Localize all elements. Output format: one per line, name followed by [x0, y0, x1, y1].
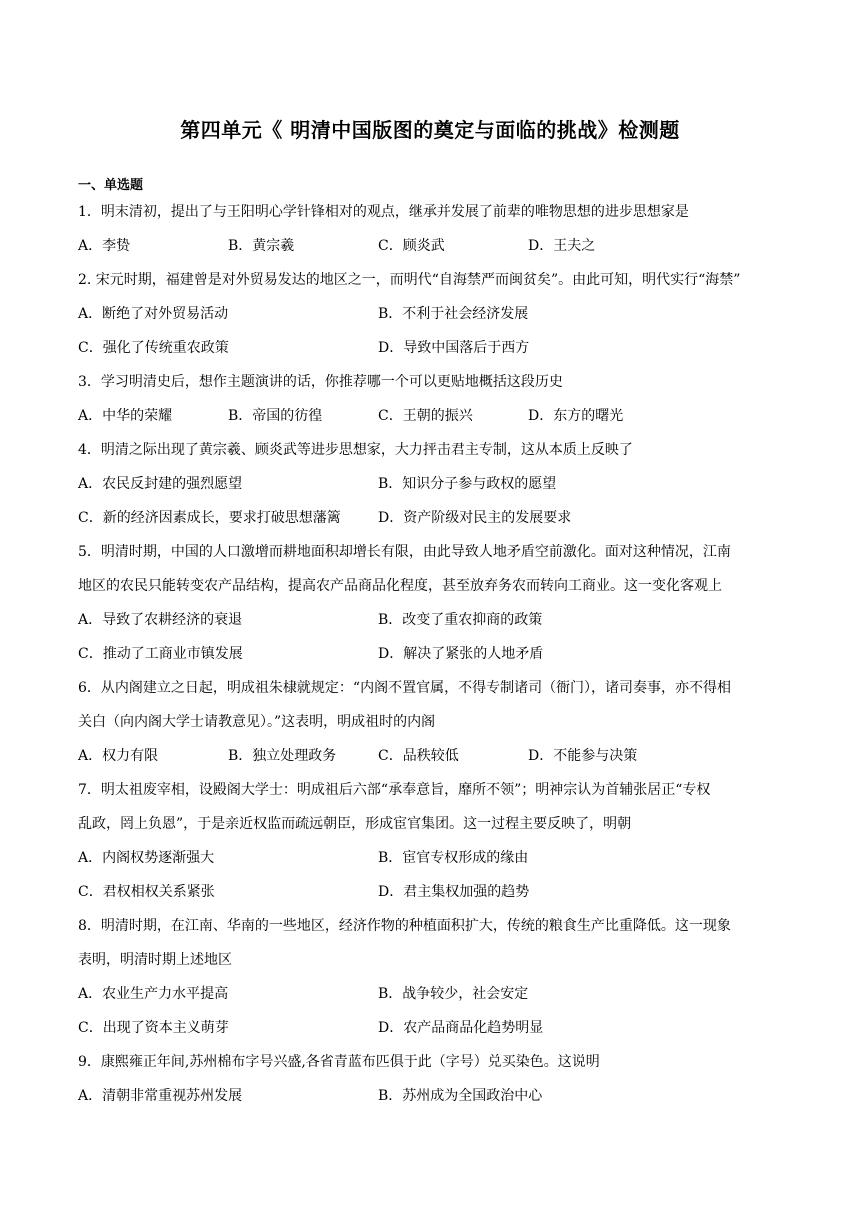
- question-3-option-a: A．中华的荣耀: [78, 408, 173, 424]
- question-3-option-b: B．帝国的彷徨: [228, 408, 323, 424]
- question-5-stem-line-1: 5．明清时期，中国的人口激增而耕地面积却增长有限，由此导致人地矛盾空前激化。面对这种情况，江南: [78, 544, 731, 560]
- question-8-stem-line-2: 表明，明清时期上述地区: [78, 952, 232, 968]
- question-7-option-d: D．君主集权加强的趋势: [378, 884, 530, 900]
- question-6-stem-line-2: 关白（向内阁大学士请教意见）。”这表明，明成祖时的内阁: [78, 714, 436, 730]
- question-7-stem-line-1: 7．明太祖废宰相，设殿阁大学士：明成祖后六部“承奉意旨，靡所不领”；明神宗认为首辅张居正“专权: [78, 782, 711, 798]
- question-2-option-b: B．不利于社会经济发展: [378, 306, 529, 322]
- question-1-option-a: A．李贽: [78, 238, 131, 254]
- question-5-option-c: C．推动了工商业市镇发展: [78, 646, 243, 662]
- question-4-option-c: C．新的经济因素成长，要求打破思想藩篱: [78, 510, 341, 526]
- question-6-stem-line-1: 6．从内阁建立之日起，明成祖朱棣就规定：“内阁不置官属，不得专制诸司（衙门），诸司奏事，亦不得相: [78, 680, 732, 696]
- question-2-option-a: A．断绝了对外贸易活动: [78, 306, 229, 322]
- question-5-options-row-1: [78, 603, 786, 637]
- question-1-option-d: D．王夫之: [528, 238, 596, 254]
- section-heading: 一、单选题: [78, 178, 144, 193]
- question-8-option-d: D．农产品商品化趋势明显: [378, 1020, 544, 1036]
- question-3-stem-line-1: 3．学习明清史后，想作主题演讲的话，你推荐哪一个可以更贴地概括这段历史: [78, 374, 563, 390]
- question-8-option-a: A．农业生产力水平提高: [78, 986, 229, 1002]
- question-7-stem-line-2: 乱政，罔上负恩”，于是亲近权监而疏远朝臣，形成宦官集团。这一过程主要反映了，明朝: [78, 816, 632, 832]
- question-1-option-b: B．黄宗羲: [228, 238, 295, 254]
- question-2-option-c: C．强化了传统重农政策: [78, 340, 229, 356]
- question-9-option-a: A．清朝非常重视苏州发展: [78, 1088, 243, 1104]
- question-1-option-c: C．顾炎武: [378, 238, 445, 254]
- question-2-options-row-1: [78, 297, 786, 331]
- question-6-option-b: B．独立处理政务: [228, 748, 337, 764]
- question-8-options-row-1: [78, 977, 786, 1011]
- question-9-options-row-1: [78, 1079, 786, 1113]
- question-2-option-d: D．导致中国落后于西方: [378, 340, 530, 356]
- question-5-option-d: D．解决了紧张的人地矛盾: [378, 646, 544, 662]
- question-7-options-row-1: [78, 841, 786, 875]
- question-8-options-row-2: [78, 1011, 786, 1045]
- question-9-stem-line-1: 9．康熙雍正年间,苏州棉布字号兴盛,各省青蓝布匹俱于此（字号）兑买染色。这说明: [78, 1054, 600, 1070]
- question-7-options-row-2: [78, 875, 786, 909]
- question-1-stem-line-1: 1．明末清初，提出了与王阳明心学针锋相对的观点，继承并发展了前辈的唯物思想的进步思想家是: [78, 204, 689, 220]
- question-6-option-d: D．不能参与决策: [528, 748, 638, 764]
- question-2-stem-line-1: 2. 宋元时期，福建曾是对外贸易发达的地区之一，而明代“自海禁严而闽贫矣”。由此可知，明代实行“海禁”: [78, 272, 741, 288]
- question-8-option-c: C．出现了资本主义萌芽: [78, 1020, 229, 1036]
- question-5-stem-line-2: 地区的农民只能转变农产品结构，提高农产品商品化程度，甚至放弃务农而转向工商业。这一变化客观上: [78, 578, 722, 594]
- question-3-option-d: D．东方的曙光: [528, 408, 624, 424]
- question-5-option-a: A．导致了农耕经济的衰退: [78, 612, 243, 628]
- question-6-option-a: A．权力有限: [78, 748, 159, 764]
- question-5-options-row-2: [78, 637, 786, 671]
- question-9-option-b: B．苏州成为全国政治中心: [378, 1088, 543, 1104]
- question-3-options: [78, 399, 786, 433]
- question-7-option-c: C．君权相权关系紧张: [78, 884, 215, 900]
- question-4-option-d: D．资产阶级对民主的发展要求: [378, 510, 572, 526]
- question-5-option-b: B．改变了重农抑商的政策: [378, 612, 543, 628]
- question-7-option-a: A．内阁权势逐渐强大: [78, 850, 215, 866]
- question-3-option-c: C．王朝的振兴: [378, 408, 473, 424]
- question-4-option-a: A．农民反封建的强烈愿望: [78, 476, 243, 492]
- page-title: 第四单元《 明清中国版图的奠定与面临的挑战》检测题: [180, 118, 680, 142]
- question-8-stem-line-1: 8．明清时期，在江南、华南的一些地区，经济作物的种植面积扩大，传统的粮食生产比重降低。这一现象: [78, 918, 731, 934]
- question-4-stem-line-1: 4．明清之际出现了黄宗羲、顾炎武等进步思想家，大力抨击君主专制，这从本质上反映了: [78, 442, 633, 458]
- question-2-options-row-2: [78, 331, 786, 365]
- question-6-options: [78, 739, 786, 773]
- question-4-options-row-1: [78, 467, 786, 501]
- question-4-option-b: B．知识分子参与政权的愿望: [378, 476, 557, 492]
- question-6-option-c: C．品秩较低: [378, 748, 459, 764]
- question-7-option-b: B．宦官专权形成的缘由: [378, 850, 529, 866]
- question-8-option-b: B．战争较少，社会安定: [378, 986, 529, 1002]
- question-1-options: [78, 229, 786, 263]
- question-4-options-row-2: [78, 501, 786, 535]
